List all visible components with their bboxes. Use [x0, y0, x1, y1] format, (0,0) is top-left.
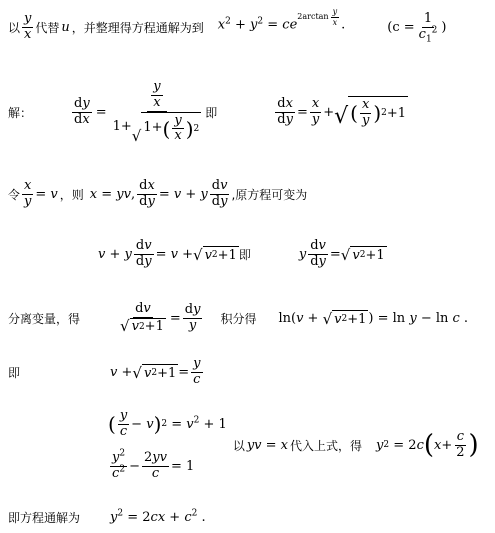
- ji-line: 即 v + √ v 2 +1 = $\frac{y}{c}$: [8, 355, 201, 387]
- integrate-label: 积分得: [220, 311, 257, 326]
- solve-then: 即: [205, 105, 218, 120]
- c-definition: (c = $\frac{1}{c_1^2}$ ): [387, 10, 447, 45]
- dx-dy-eq: $\frac{dx}{dy}$ = $\frac{x}{y}$ + √ ( $\frac{x}{y}$ ) 2 +1: [277, 95, 407, 130]
- intro-line: [8, 8, 446, 46]
- y-over-x-fraction: $\frac{y}{x}$: [24, 10, 32, 42]
- sub-yvx: yv = x: [246, 437, 289, 453]
- intro-prefix: 以: [8, 20, 21, 35]
- rhs-fraction: $\frac{y}{x}$ 1+ √ 1+ ( $\frac{y}{x}$ ) 2: [112, 78, 200, 146]
- v-equation-line: v + y $\frac{dv}{dy}$ = v + √ v 2 +1 即 y $\frac{dv}{dy}$ = √ v 2 +1: [98, 237, 385, 269]
- separate-label: 分离变量，得: [8, 311, 81, 326]
- intro-mid: 代替: [35, 20, 60, 35]
- sub-text: 以: [232, 438, 245, 453]
- final-eq: $y^2 = 2cx + c^2$ .: [110, 508, 206, 525]
- sub-tail: 代入上式，得: [290, 438, 363, 453]
- general-solution: $x^2 + y^2 = ce^{2arctan \frac{y}{x}}$ .: [217, 7, 346, 33]
- separate-line: 分离变量，得 dv √ v 2 +1 = $\frac{dy}{y}$ 积分得 ln(v + √ v 2 +1 ) = ln y − ln c .: [8, 300, 469, 336]
- ji-label: 即: [8, 365, 21, 380]
- v-then: 即: [238, 247, 251, 262]
- parabola-eq: y 2 = 2 c ( x + $\frac{c}{2}$ ): [376, 428, 479, 460]
- subst-then: ，则: [59, 187, 84, 202]
- intro-text: ，并整理得方程通解为到: [71, 20, 204, 35]
- subst-let: 令: [8, 187, 21, 202]
- subst-tail: ,原方程可变为: [231, 187, 308, 202]
- solve-line: 解： $\frac{dy}{dx}$ = $\frac{y}{x}$ 1+ √ 1+ ( $\frac{y}{x}$ ) 2 即 $\frac{dx}{dy}$ = $\frac{x}{y}$ + √ ( $\frac{x}{y}$ ) 2 +1: [8, 78, 407, 146]
- final-label: 即方程通解为: [8, 510, 81, 525]
- subst-line: 令 $\frac{x}{y}$ = v ，则 x = yv, $\frac{dx}{dy}$ = v + y $\frac{dv}{dy}$ ,原方程可变为: [8, 177, 308, 209]
- final-line: [8, 506, 206, 528]
- solve-label: 解：: [8, 105, 33, 120]
- integral-result: ln(v + √ v 2 +1 ) = ln y − ln c .: [278, 309, 469, 328]
- var-u: u: [61, 19, 70, 35]
- system-line: ( $\frac{y}{c}$ − v ) 2 = $v^2 + 1$ $\frac{y^2}{c^2}$ − $\frac{2yv}{c}$ = 1 以 yv = x 代入上式，得 y 2 = 2 c ( x + $\frac{c}{2}$ ): [108, 407, 479, 481]
